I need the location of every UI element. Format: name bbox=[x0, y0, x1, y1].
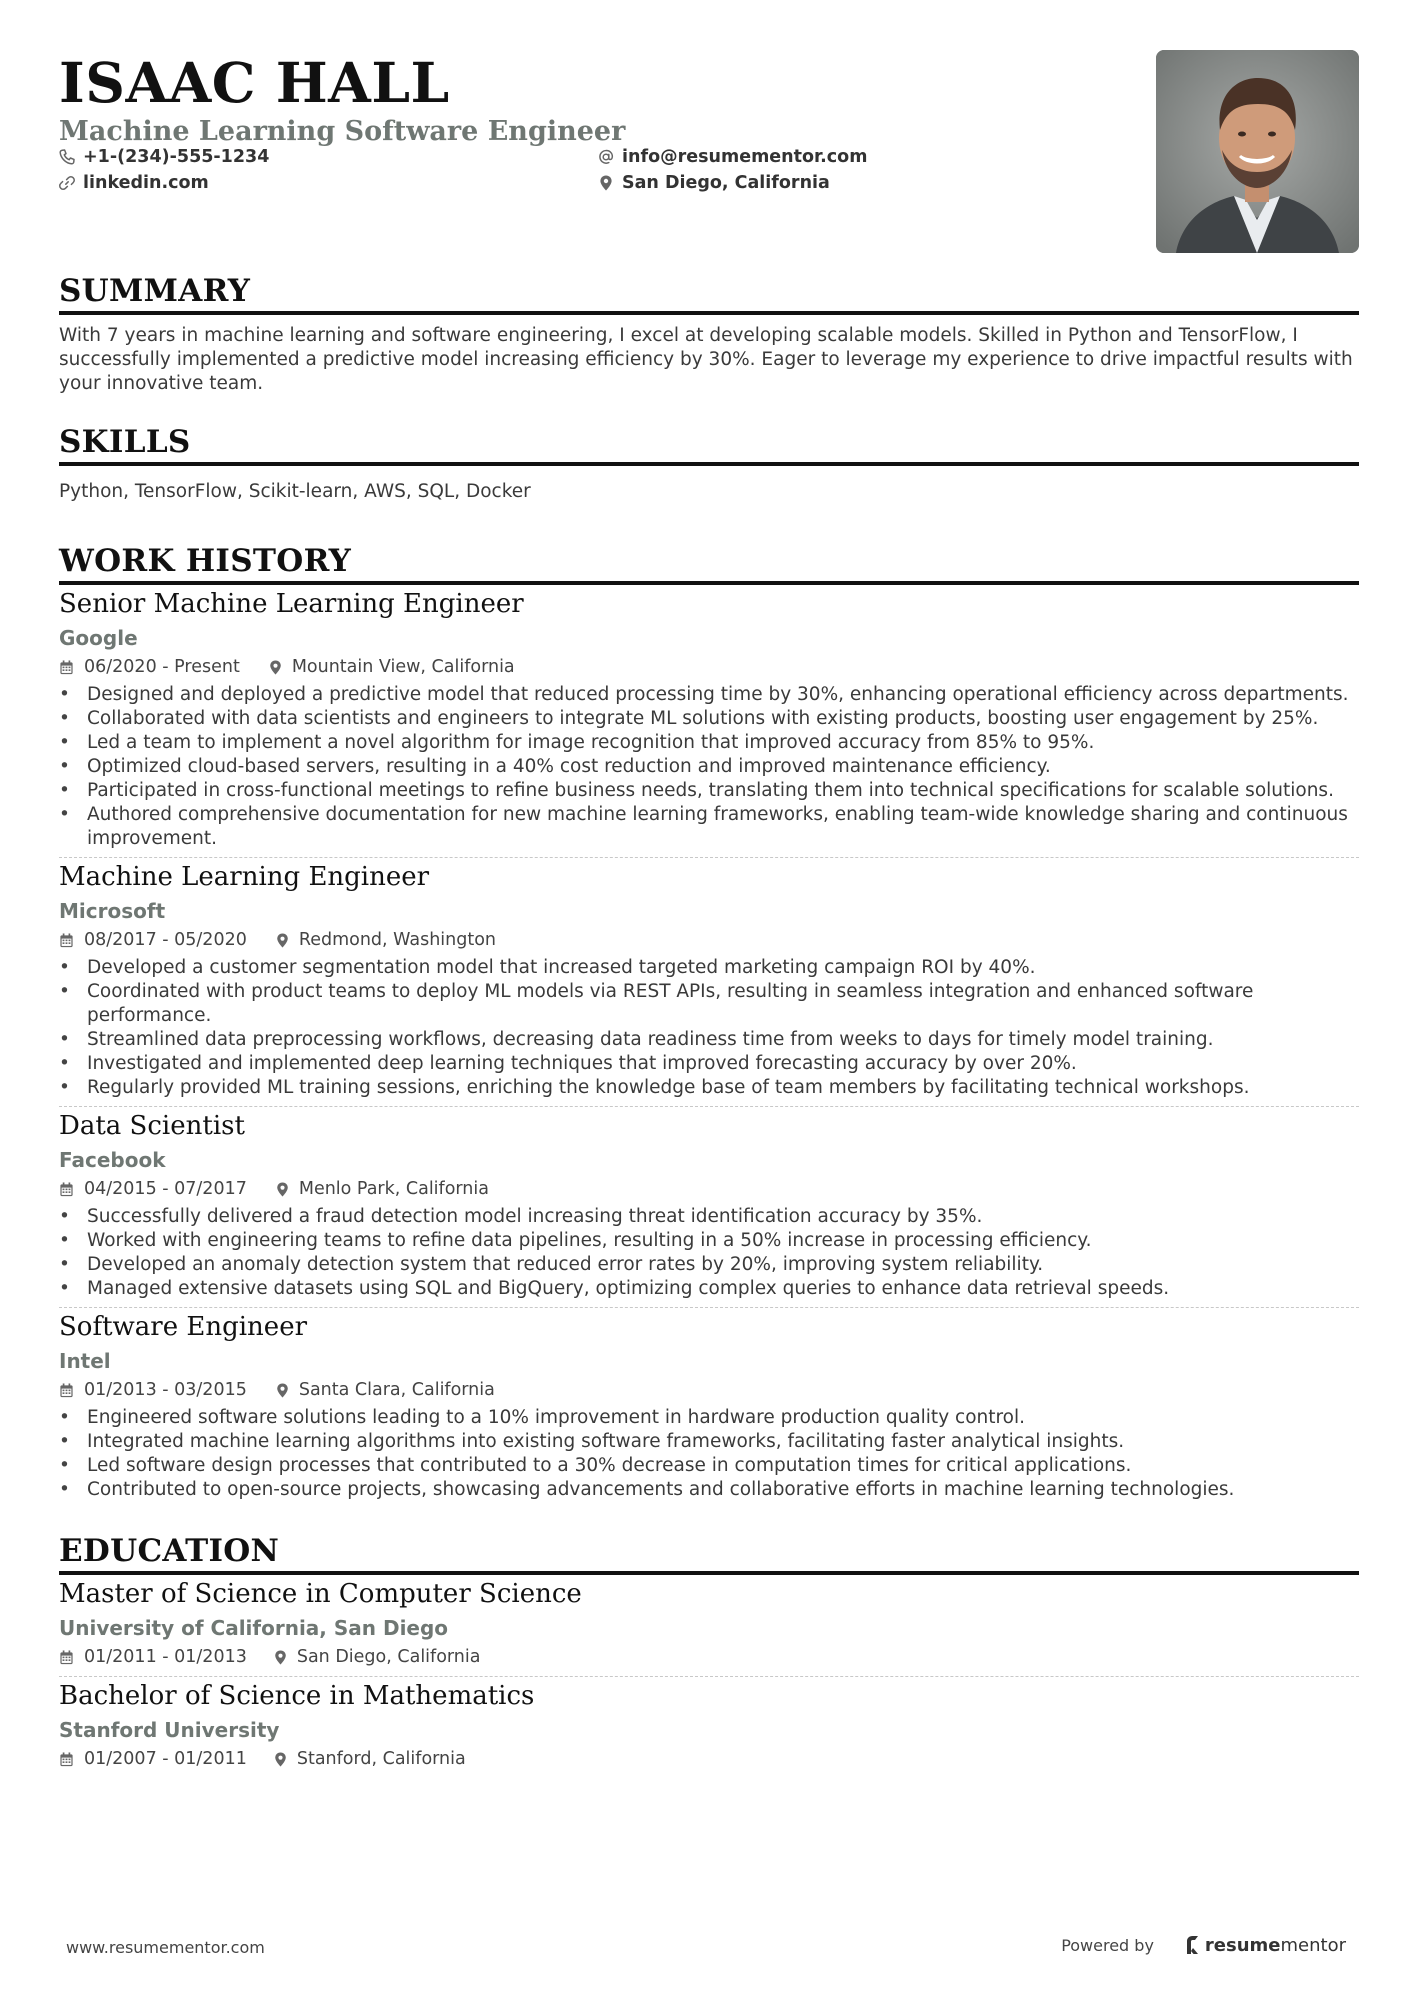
degree-title: Bachelor of Science in Mathematics bbox=[59, 1681, 535, 1711]
work-history-section bbox=[59, 542, 1359, 1502]
job-bullets bbox=[59, 1406, 1359, 1502]
education-section bbox=[59, 1532, 1359, 1772]
education-entry bbox=[59, 1577, 1359, 1677]
list-item: • Investigated and implemented deep learning techniques that improved forecasting accuracy by over 20%. bbox=[59, 1052, 1359, 1076]
job-dates: 04/2015 - 07/2017 bbox=[84, 1179, 247, 1199]
brand-logo[interactable] bbox=[1184, 1934, 1346, 1956]
job-company: Intel bbox=[59, 1349, 111, 1373]
brand-name-bold: resume bbox=[1204, 1934, 1281, 1956]
list-item: • Developed a customer segmentation model that increased targeted marketing campaign ROI by 40%. bbox=[59, 956, 1359, 980]
resume-page bbox=[59, 50, 1359, 1772]
job-title: Data Scientist bbox=[59, 1111, 245, 1141]
job-entry bbox=[59, 1310, 1359, 1502]
school-name: Stanford University bbox=[59, 1718, 280, 1742]
calendar-icon bbox=[59, 1383, 74, 1398]
list-item: • Authored comprehensive documentation for new machine learning frameworks, enabling team-wide knowledge sharing and continuous improvement. bbox=[59, 803, 1359, 851]
job-meta bbox=[59, 927, 1359, 953]
job-location-wrap bbox=[268, 654, 515, 680]
summary-text: With 7 years in machine learning and software engineering, I excel at developing scalable models. Skilled in Python and TensorFlow, I successfully implemented a predictive model increasing efficiency by 30%. Eager to leverage my experience to drive impactful results with your innovative team. bbox=[59, 325, 1353, 394]
list-item: • Streamlined data preprocessing workflows, decreasing data readiness time from weeks to days for timely model training. bbox=[59, 1028, 1359, 1052]
entry-separator bbox=[59, 1106, 1359, 1107]
education-location-wrap bbox=[273, 1644, 481, 1670]
job-location: Menlo Park, California bbox=[298, 1179, 489, 1199]
section-title-education: EDUCATION bbox=[59, 1533, 280, 1569]
job-meta bbox=[59, 654, 1359, 680]
section-divider bbox=[59, 311, 1359, 315]
map-pin-icon bbox=[273, 1650, 288, 1665]
entry-separator bbox=[59, 857, 1359, 858]
education-location-wrap bbox=[273, 1746, 466, 1772]
job-title: Machine Learning Engineer bbox=[59, 862, 430, 892]
list-item: • Integrated machine learning algorithms into existing software frameworks, facilitating faster analytical insights. bbox=[59, 1430, 1359, 1454]
list-item: • Engineered software solutions leading to a 10% improvement in hardware production quality control. bbox=[59, 1406, 1359, 1430]
job-company: Google bbox=[59, 626, 138, 650]
map-pin-icon bbox=[275, 933, 290, 948]
brand-name-thin: mentor bbox=[1280, 1934, 1346, 1956]
education-dates: 01/2007 - 01/2011 bbox=[84, 1749, 247, 1769]
job-meta bbox=[59, 1377, 1359, 1403]
map-pin-icon bbox=[275, 1383, 290, 1398]
powered-by-label: Powered by bbox=[1061, 1935, 1154, 1955]
link-icon bbox=[59, 175, 75, 191]
list-item: • Participated in cross-functional meetings to refine business needs, translating them into technical specifications for scalable solutions. bbox=[59, 779, 1359, 803]
education-dates: 01/2011 - 01/2013 bbox=[84, 1647, 247, 1667]
contact-email[interactable] bbox=[598, 147, 867, 167]
degree-title: Master of Science in Computer Science bbox=[59, 1579, 582, 1609]
job-location-wrap bbox=[275, 927, 496, 953]
phone-text: +1-(234)-555-1234 bbox=[83, 147, 270, 167]
list-item: • Worked with engineering teams to refine data pipelines, resulting in a 50% increase in processing efficiency. bbox=[59, 1229, 1359, 1253]
job-dates: 08/2017 - 05/2020 bbox=[84, 930, 247, 950]
linkedin-text: linkedin.com bbox=[83, 173, 209, 193]
list-item: • Designed and deployed a predictive model that reduced processing time by 30%, enhancing operational efficiency across departments. bbox=[59, 683, 1359, 707]
list-item: • Led a team to implement a novel algorithm for image recognition that improved accuracy from 85% to 95%. bbox=[59, 731, 1359, 755]
job-entry bbox=[59, 587, 1359, 858]
job-location: Mountain View, California bbox=[291, 657, 515, 677]
job-dates: 01/2013 - 03/2015 bbox=[84, 1380, 247, 1400]
list-item: • Developed an anomaly detection system that reduced error rates by 20%, improving system reliability. bbox=[59, 1253, 1359, 1277]
map-pin-icon bbox=[273, 1752, 288, 1767]
list-item: • Led software design processes that contributed to a 30% decrease in computation times for critical applications. bbox=[59, 1454, 1359, 1478]
job-title: Software Engineer bbox=[59, 1312, 308, 1342]
job-entry bbox=[59, 860, 1359, 1107]
job-company: Microsoft bbox=[59, 899, 166, 923]
job-bullets bbox=[59, 683, 1359, 851]
education-meta bbox=[59, 1746, 1359, 1772]
profile-photo bbox=[1156, 50, 1359, 253]
skills-text: Python, TensorFlow, Scikit-learn, AWS, SQL, Docker bbox=[59, 481, 531, 502]
list-item: • Successfully delivered a fraud detection model increasing threat identification accuracy by 35%. bbox=[59, 1205, 1359, 1229]
section-divider bbox=[59, 1571, 1359, 1575]
map-pin-icon bbox=[275, 1182, 290, 1197]
job-location: Redmond, Washington bbox=[298, 930, 497, 950]
education-meta bbox=[59, 1644, 1359, 1670]
education-location: Stanford, California bbox=[296, 1749, 466, 1769]
education-location: San Diego, California bbox=[296, 1647, 481, 1667]
job-location: Santa Clara, California bbox=[298, 1380, 495, 1400]
candidate-name: ISAAC HALL bbox=[59, 50, 450, 115]
map-pin-icon bbox=[268, 660, 283, 675]
calendar-icon bbox=[59, 1650, 74, 1665]
entry-separator bbox=[59, 1676, 1359, 1677]
job-bullets bbox=[59, 956, 1359, 1100]
section-divider bbox=[59, 462, 1359, 466]
calendar-icon bbox=[59, 1182, 74, 1197]
calendar-icon bbox=[59, 1752, 74, 1767]
at-icon bbox=[598, 149, 614, 165]
summary-section bbox=[59, 272, 1359, 396]
list-item: • Contributed to open-source projects, showcasing advancements and collaborative efforts in machine learning technologies. bbox=[59, 1478, 1359, 1502]
contact-linkedin[interactable] bbox=[59, 173, 209, 193]
job-entry bbox=[59, 1109, 1359, 1308]
section-title-skills: SKILLS bbox=[59, 424, 191, 460]
skills-section bbox=[59, 423, 1359, 504]
calendar-icon bbox=[59, 933, 74, 948]
location-text: San Diego, California bbox=[622, 173, 830, 193]
job-title: Senior Machine Learning Engineer bbox=[59, 589, 524, 619]
candidate-title: Machine Learning Software Engineer bbox=[59, 116, 626, 147]
job-company: Facebook bbox=[59, 1148, 166, 1172]
section-title-work-history: WORK HISTORY bbox=[59, 543, 352, 579]
job-location-wrap bbox=[275, 1377, 495, 1403]
brand-logo-icon bbox=[1184, 1934, 1202, 1956]
footer-website-link[interactable]: www.resumementor.com bbox=[66, 1938, 265, 1957]
contact-location bbox=[598, 173, 830, 193]
list-item: • Coordinated with product teams to deploy ML models via REST APIs, resulting in seamless integration and enhanced software performance. bbox=[59, 980, 1359, 1028]
job-bullets bbox=[59, 1205, 1359, 1301]
section-divider bbox=[59, 581, 1359, 585]
list-item: • Managed extensive datasets using SQL and BigQuery, optimizing complex queries to enhance data retrieval speeds. bbox=[59, 1277, 1359, 1301]
list-item: • Collaborated with data scientists and engineers to integrate ML solutions with existing products, boosting user engagement by 25%. bbox=[59, 707, 1359, 731]
calendar-icon bbox=[59, 660, 74, 675]
job-meta bbox=[59, 1176, 1359, 1202]
list-item: • Optimized cloud-based servers, resulting in a 40% cost reduction and improved maintenance efficiency. bbox=[59, 755, 1359, 779]
entry-separator bbox=[59, 1307, 1359, 1308]
education-entry bbox=[59, 1679, 1359, 1772]
list-item: • Regularly provided ML training sessions, enriching the knowledge base of team members by facilitating technical workshops. bbox=[59, 1076, 1359, 1100]
job-location-wrap bbox=[275, 1176, 489, 1202]
job-dates: 06/2020 - Present bbox=[84, 657, 240, 677]
resume-header bbox=[59, 50, 1359, 272]
map-pin-icon bbox=[598, 175, 614, 191]
email-text: info@resumementor.com bbox=[622, 147, 868, 167]
phone-icon bbox=[59, 149, 75, 165]
section-title-summary: SUMMARY bbox=[59, 273, 251, 309]
footer-powered-by bbox=[1061, 1934, 1346, 1956]
contact-phone[interactable] bbox=[59, 147, 269, 167]
school-name: University of California, San Diego bbox=[59, 1616, 449, 1640]
